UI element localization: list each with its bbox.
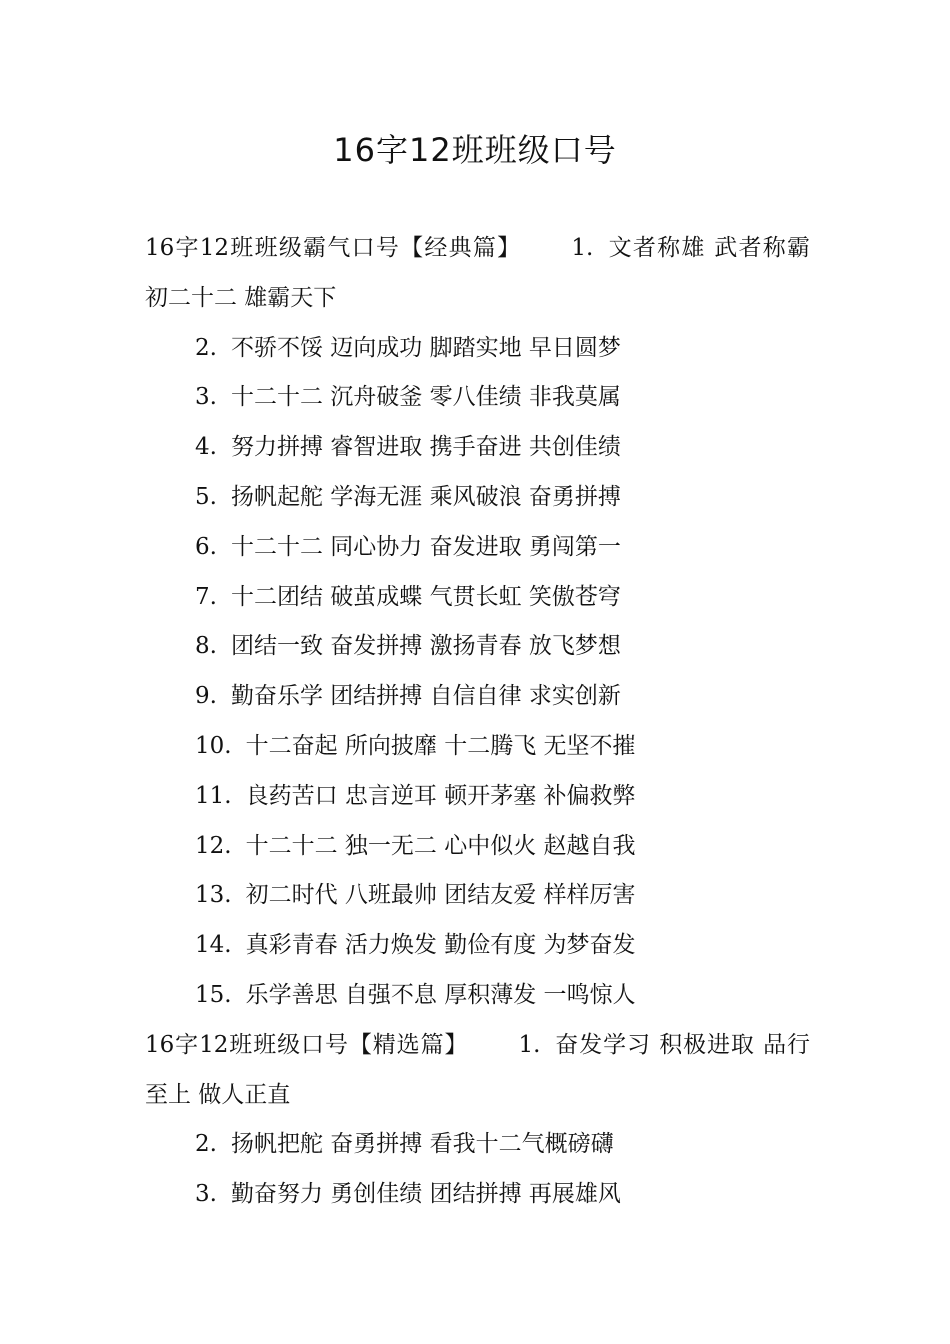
list-item-number: 5. <box>195 483 217 510</box>
list-item <box>145 1170 810 1220</box>
list-item-text: 勤奋乐学 团结拼搏 自信自律 求实创新 <box>230 683 621 710</box>
list-item-number: 1. <box>518 1031 541 1058</box>
list-item-text: 努力拼搏 睿智进取 携手奋进 共创佳绩 <box>230 434 621 461</box>
list-item-number: 2. <box>195 1131 217 1158</box>
list-item-text: 乐学善思 自强不息 厚积薄发 一鸣惊人 <box>245 981 636 1008</box>
list-item-number: 8. <box>195 633 217 660</box>
section-heading: 16字12班班级口号【精选篇】 <box>145 1031 469 1058</box>
list-item <box>145 722 810 772</box>
list-item <box>145 523 810 573</box>
document-title: 16字12班班级口号 <box>333 131 617 169</box>
list-item-number: 3. <box>195 384 217 411</box>
list-item-number: 12. <box>195 832 232 859</box>
list-item-text: 初二时代 八班最帅 团结友爱 样样厉害 <box>245 882 636 909</box>
list-item <box>145 971 810 1021</box>
list-item <box>145 473 810 523</box>
list-item <box>145 324 810 374</box>
list-item-text: 十二奋起 所向披靡 十二腾飞 无坚不摧 <box>245 732 636 759</box>
list-item-number: 2. <box>195 334 217 361</box>
list-item-number: 7. <box>195 583 217 610</box>
list-item-text: 十二十二 独一无二 心中似火 赵越自我 <box>245 832 636 859</box>
list-item-number: 3. <box>195 1181 217 1208</box>
document-body <box>145 224 810 1220</box>
list-item-number: 6. <box>195 533 217 560</box>
list-item-number: 13. <box>195 882 232 909</box>
list-item <box>145 822 810 872</box>
section-intro-paragraph <box>145 1021 810 1121</box>
list-item <box>145 871 810 921</box>
list-item <box>145 921 810 971</box>
list-item <box>145 1120 810 1170</box>
list-item-number: 1. <box>571 235 594 261</box>
list-item-text: 不骄不馁 迈向成功 脚踏实地 早日圆梦 <box>230 334 621 361</box>
list-item-text: 良药苦口 忠言逆耳 顿开茅塞 补偏救弊 <box>245 782 636 809</box>
list-item <box>145 373 810 423</box>
list-item-text: 团结一致 奋发拼搏 激扬青春 放飞梦想 <box>230 633 621 660</box>
list-item-text: 勤奋努力 勇创佳绩 团结拼搏 再展雄风 <box>230 1181 621 1208</box>
list-item <box>145 772 810 822</box>
list-item <box>145 672 810 722</box>
list-item-text: 奋发学习 积极进取 品行至上 做人正直 <box>145 1031 810 1108</box>
list-item <box>145 622 810 672</box>
list-item-number: 15. <box>195 981 232 1008</box>
list-item-text: 十二十二 同心协力 奋发进取 勇闯第一 <box>230 533 621 560</box>
list-item-text: 扬帆起舵 学海无涯 乘风破浪 奋勇拼搏 <box>230 483 621 510</box>
list-item <box>145 423 810 473</box>
list-item-number: 10. <box>195 732 232 759</box>
list-item-number: 11. <box>195 782 232 809</box>
list-item-number: 4. <box>195 434 217 461</box>
list-item-text: 十二十二 沉舟破釜 零八佳绩 非我莫属 <box>230 384 621 411</box>
list-item <box>145 573 810 623</box>
list-item-text: 扬帆把舵 奋勇拼搏 看我十二气概磅礴 <box>230 1131 614 1158</box>
list-item-text: 真彩青春 活力焕发 勤俭有度 为梦奋发 <box>245 932 636 959</box>
list-item-number: 9. <box>195 683 217 710</box>
section-intro-paragraph <box>145 224 810 324</box>
list-item-text: 十二团结 破茧成蝶 气贯长虹 笑傲苍穹 <box>230 583 621 610</box>
list-item-text: 文者称雄 武者称霸 初二十二 雄霸天下 <box>145 235 810 311</box>
section-heading: 16字12班班级霸气口号【经典篇】 <box>145 235 522 261</box>
list-item-number: 14. <box>195 932 232 959</box>
